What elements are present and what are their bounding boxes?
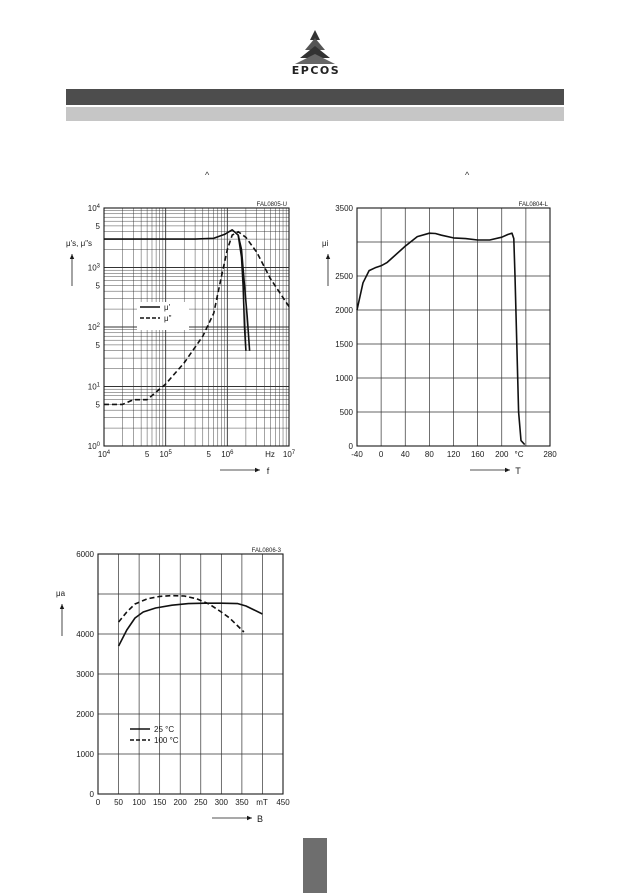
x-tick-label: 200: [495, 450, 509, 459]
x-axis-arrow-head: [505, 468, 510, 472]
y-tick-label: 500: [339, 408, 353, 417]
series-line-solid: [119, 603, 263, 646]
y-axis-arrow-head: [70, 254, 74, 259]
y-tick-label: 3500: [335, 204, 353, 213]
y-tick-label: $10^0$: [87, 442, 100, 451]
y-tick-label: 1000: [76, 750, 94, 759]
y-tick-label: 5: [95, 400, 100, 410]
x-axis-arrow-head: [255, 468, 260, 472]
x-tick-label: 50: [114, 798, 124, 807]
brand-name: EPCOS: [291, 64, 341, 77]
x-tick-label: $10^5$: [159, 450, 172, 459]
y-axis-arrow-head: [60, 604, 64, 609]
x-tick-label: 120: [446, 450, 461, 459]
x-tick-label: 250: [194, 798, 208, 807]
legend-entry: 25 °C: [154, 725, 175, 734]
y-tick-label: $10^3$: [87, 263, 100, 273]
x-tick-label: -40: [351, 450, 363, 459]
y-tick-label: 5: [95, 340, 100, 350]
x-tick-label: 40: [400, 450, 410, 459]
y-tick-label: 5: [95, 281, 100, 291]
legend-box: [137, 302, 189, 330]
x-unit-label: °C: [514, 450, 524, 459]
y-axis-label: μ's, μ"s: [66, 239, 93, 248]
figure-code: FAL0806-3: [251, 548, 281, 554]
x-unit-label: mT: [256, 798, 268, 807]
y-tick-label: 0: [89, 790, 94, 799]
y-axis-label: μa: [56, 589, 66, 598]
x-tick-label: 200: [173, 798, 187, 807]
figure-code: FAL0805-U: [256, 202, 287, 208]
page-number-tab: [303, 838, 327, 893]
x-axis-label: T: [515, 466, 521, 476]
x-tick-label: $10^7$: [282, 450, 296, 459]
series-line-solid: [357, 233, 525, 444]
y-tick-label: 2000: [335, 306, 353, 315]
x-tick-label: 300: [214, 798, 229, 807]
x-axis-label: f: [266, 466, 270, 476]
x-tick-label: 280: [543, 450, 557, 459]
figure-code: FAL0804-L: [518, 202, 548, 208]
chart-permeability-vs-temperature: [314, 194, 564, 484]
y-tick-label: 6000: [76, 550, 94, 559]
legend-entry: μ': [164, 303, 171, 312]
y-tick-label: $10^2$: [87, 323, 100, 332]
caret-mark: ^: [205, 170, 210, 180]
y-tick-label: 5: [95, 221, 100, 231]
x-tick-label: 0: [378, 450, 384, 459]
x-unit-label: Hz: [265, 450, 275, 459]
y-tick-label: 1500: [335, 340, 353, 349]
legend-entry: μ": [164, 314, 172, 323]
caret-mark: ^: [465, 170, 470, 180]
x-tick-label: 350: [235, 798, 249, 807]
x-tick-label: 160: [470, 450, 485, 459]
y-tick-label: $10^4$: [87, 204, 100, 213]
y-axis-label: μi: [322, 239, 329, 248]
x-tick-label: 450: [276, 798, 290, 807]
x-tick-label: 150: [152, 798, 167, 807]
chart-amplitude-permeability-vs-flux-density: [50, 540, 310, 830]
y-tick-label: 0: [348, 442, 353, 451]
y-tick-label: 4000: [76, 630, 94, 639]
x-tick-label: 5: [206, 450, 211, 459]
x-tick-label: 100: [132, 798, 146, 807]
y-tick-label: 2000: [76, 710, 94, 719]
y-tick-label: 1000: [335, 374, 353, 383]
y-axis-arrow-head: [326, 254, 330, 259]
chart-permeability-vs-frequency: [60, 194, 320, 484]
header-band-light: [66, 107, 564, 121]
header-band-dark: [66, 89, 564, 105]
x-tick-label: 5: [144, 450, 150, 459]
x-axis-arrow-head: [247, 816, 252, 820]
x-axis-label: B: [256, 814, 264, 824]
x-tick-label: $10^6$: [221, 450, 234, 459]
series-line-dashed: [119, 596, 244, 632]
y-tick-label: 2500: [335, 272, 353, 281]
y-tick-label: 3000: [76, 670, 94, 679]
x-tick-label: 80: [424, 450, 434, 459]
x-tick-label: 0: [95, 798, 101, 807]
series-line-dashed: [104, 232, 289, 405]
legend-entry: 100 °C: [154, 736, 179, 745]
x-tick-label: $10^4$: [97, 450, 111, 459]
y-tick-label: $10^1$: [87, 382, 100, 392]
